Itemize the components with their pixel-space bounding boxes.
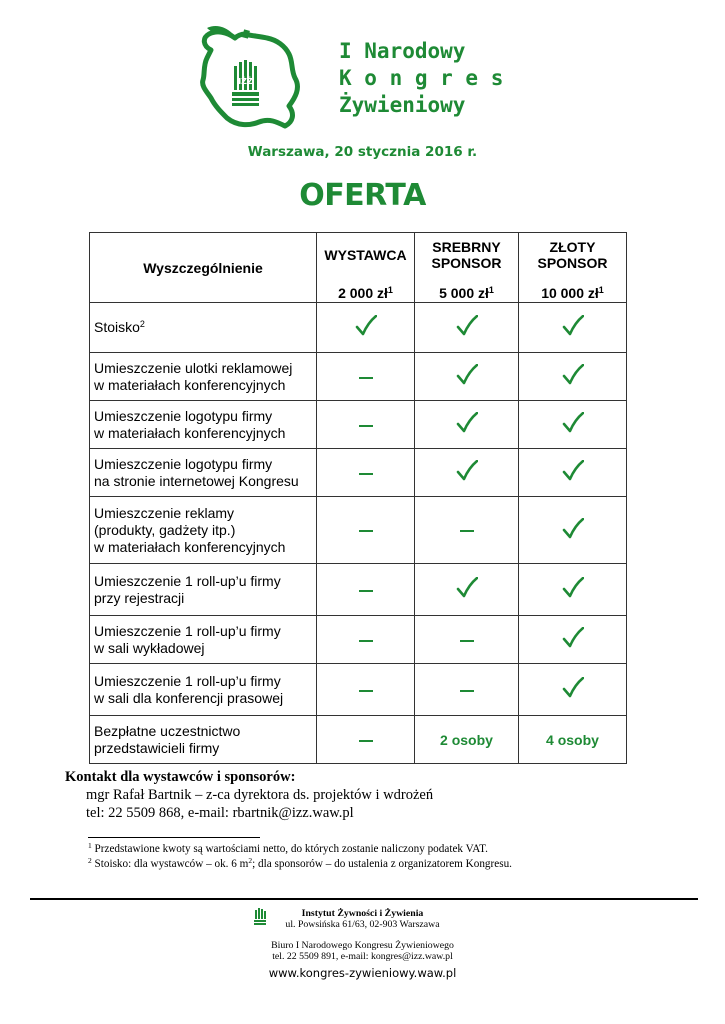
checkmark-icon: [562, 460, 584, 482]
cell-not-included: [415, 497, 519, 564]
row-label: Umieszczenie ulotki reklamowej w materiałach konferencyjnych: [90, 353, 317, 401]
congress-title: [339, 38, 503, 119]
table-row: [90, 564, 627, 616]
cell-included: [415, 353, 519, 401]
column-header-silver-sponsor: [415, 233, 519, 303]
office-name: Biuro I Narodowego Kongresu Żywieniowego: [271, 940, 454, 951]
checkmark-icon: [562, 412, 584, 434]
cell-persons: 4 osoby: [519, 716, 627, 764]
row-label: Umieszczenie 1 roll-up’u firmy przy rejestracji: [90, 564, 317, 616]
contact-person: mgr Rafał Bartnik – z-ca dyrektora ds. projektów i wdrożeń: [86, 787, 434, 803]
row-label: Umieszczenie 1 roll-up’u firmy w sali dla konferencji prasowej: [90, 664, 317, 716]
row-label: Stoisko$^2$: [90, 303, 317, 353]
footnote-2: $^2$ Stoisko: dla wystawców – ok. 6 $m^2$; dla sponsorów – do ustalenia z organizatorem Kongresu.: [88, 855, 512, 870]
checkmark-icon: [355, 315, 377, 337]
institute-address: ul. Powsińska 61/63, 02-903 Warszawa: [285, 919, 440, 930]
cell-not-included: [317, 497, 415, 564]
cell-included: [519, 497, 627, 564]
cell-included: [519, 449, 627, 497]
dash-icon: [359, 530, 373, 532]
cell-included: [415, 449, 519, 497]
cell-not-included: [415, 616, 519, 664]
dash-icon: [359, 473, 373, 475]
table-row: [90, 449, 627, 497]
column-price: 10 000 $zł^1$: [541, 285, 604, 301]
office-contact: tel. 22 5509 891, e-mail: kongres@izz.waw.pl: [272, 951, 453, 962]
title-line: I Narodowy: [339, 39, 466, 63]
dash-icon: [460, 640, 474, 642]
cell-not-included: [415, 664, 519, 716]
footer: [0, 908, 725, 962]
column-price: 5 000 $zł^1$: [439, 285, 494, 301]
row-label: Umieszczenie 1 roll-up’u firmy w sali wykładowej: [90, 616, 317, 664]
column-header-exhibitor: [317, 233, 415, 303]
column-price: 2 000 $zł^1$: [338, 285, 393, 301]
cell-included: [519, 401, 627, 449]
table-row: [90, 664, 627, 716]
cell-not-included: [317, 449, 415, 497]
cell-not-included: [317, 664, 415, 716]
cell-not-included: [317, 401, 415, 449]
cell-persons: 2 osoby: [415, 716, 519, 764]
title-line: K o n g r e s: [339, 66, 504, 90]
row-label: Bezpłatne uczestnictwo przedstawicieli firmy: [90, 716, 317, 764]
checkmark-icon: [456, 577, 478, 599]
cell-included: [415, 401, 519, 449]
contact-heading: Kontakt dla wystawców i sponsorów:: [65, 769, 296, 785]
institute-name: Instytut Żywności i Żywienia: [301, 908, 424, 919]
checkmark-icon: [562, 315, 584, 337]
row-label: Umieszczenie logotypu firmy w materiałach konferencyjnych: [90, 401, 317, 449]
dash-icon: [359, 640, 373, 642]
dash-icon: [359, 425, 373, 427]
row-label: Umieszczenie reklamy (produkty, gadżety itp.) w materiałach konferencyjnych: [90, 497, 317, 564]
cell-included: [519, 353, 627, 401]
checkmark-icon: [456, 364, 478, 386]
cell-included: [519, 564, 627, 616]
place-date: Warszawa, 20 stycznia 2016 r.: [247, 144, 478, 160]
dash-icon: [359, 590, 373, 592]
cell-included: [317, 303, 415, 353]
website-link[interactable]: www.kongres-zywieniowy.waw.pl: [268, 966, 457, 980]
dash-icon: [359, 377, 373, 379]
dash-icon: [359, 740, 373, 742]
footer-divider: [30, 898, 698, 900]
table-row: [90, 353, 627, 401]
table-row: [90, 716, 627, 764]
cell-included: [519, 616, 627, 664]
checkmark-icon: [456, 460, 478, 482]
cell-not-included: [317, 716, 415, 764]
congress-logo: [197, 22, 302, 134]
footnotes: [88, 842, 512, 871]
offer-title: OFERTA: [299, 178, 426, 213]
dash-icon: [460, 690, 474, 692]
cell-included: [519, 664, 627, 716]
cell-included: [415, 303, 519, 353]
table-row: [90, 303, 627, 353]
column-header-gold-sponsor: [519, 233, 627, 303]
checkmark-icon: [562, 577, 584, 599]
footnote-1: $^1$ Przedstawione kwoty są wartościami netto, do których zostanie naliczony podatek VAT.: [88, 841, 488, 855]
table-header-row: [90, 233, 627, 303]
row-label: Umieszczenie logotypu firmy na stronie internetowej Kongresu: [90, 449, 317, 497]
column-name: ZŁOTY SPONSOR: [537, 239, 608, 271]
cell-included: [415, 564, 519, 616]
table-row: [90, 401, 627, 449]
cell-not-included: [317, 616, 415, 664]
offer-table: [89, 232, 627, 764]
title-line: Żywieniowy: [339, 93, 466, 117]
cell-not-included: [317, 564, 415, 616]
checkmark-icon: [456, 315, 478, 337]
checkmark-icon: [562, 518, 584, 540]
table-row: [90, 616, 627, 664]
logo-text: IŻŻ: [238, 77, 253, 86]
dash-icon: [460, 530, 474, 532]
checkmark-icon: [456, 412, 478, 434]
table-row: [90, 497, 627, 564]
table-body: [90, 303, 627, 764]
cell-not-included: [317, 353, 415, 401]
column-header-description: Wyszczególnienie: [90, 233, 317, 303]
cell-included: [519, 303, 627, 353]
footnote-divider: [88, 837, 260, 838]
checkmark-icon: [562, 364, 584, 386]
contact-block: [65, 768, 433, 822]
checkmark-icon: [562, 677, 584, 699]
checkmark-icon: [562, 627, 584, 649]
dash-icon: [359, 690, 373, 692]
column-name: WYSTAWCA: [324, 247, 407, 263]
contact-phone-email: tel: 22 5509 868, e-mail: rbartnik@izz.waw.pl: [86, 805, 354, 821]
column-name: SREBRNY SPONSOR: [431, 239, 502, 271]
